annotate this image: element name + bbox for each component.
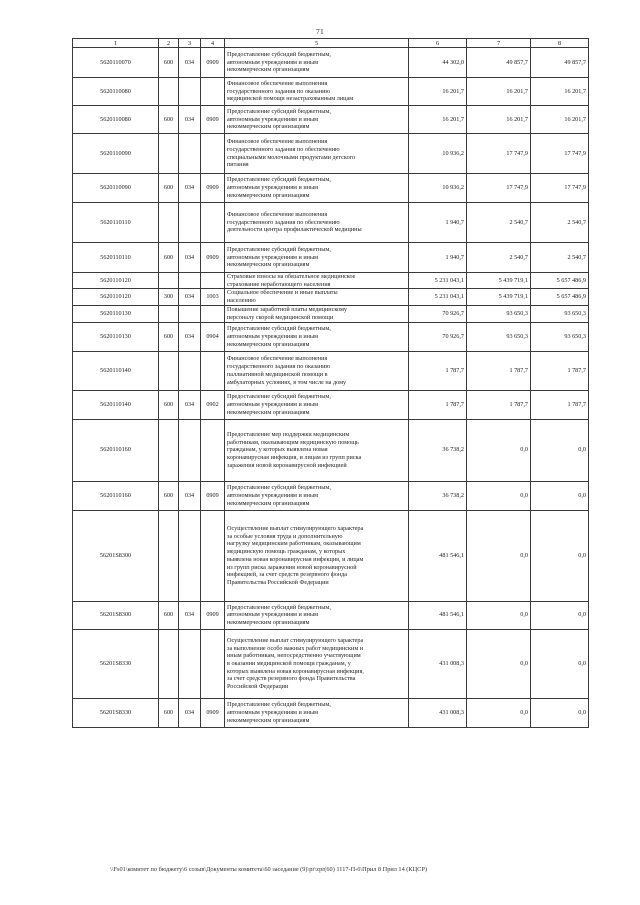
- section-cell: 0909: [201, 48, 225, 78]
- section-cell: [201, 629, 225, 698]
- item-name-line: некоммерческим организациям: [227, 123, 310, 131]
- item-name-cell: [225, 390, 409, 419]
- amount-year2-cell: 1 787,7: [467, 351, 531, 390]
- item-name-line: Предоставление субсидий бюджетным,: [227, 484, 331, 492]
- amount-year1-cell: 431 008,3: [409, 629, 467, 698]
- item-name-line: коронавирусная инфекция, и лицам из групп риска: [227, 454, 362, 462]
- item-name-cell: [225, 629, 409, 698]
- item-name-line: Предоставление субсидий бюджетным,: [227, 107, 331, 115]
- column-header: 1: [73, 39, 159, 48]
- amount-year1-cell: 36 738,2: [409, 419, 467, 481]
- amount-year3-cell: 0,0: [531, 629, 589, 698]
- target-code-cell: 56201S8330: [73, 629, 159, 698]
- expense-type-cell: [159, 134, 179, 174]
- column-header: 6: [409, 39, 467, 48]
- department-cell: 034: [179, 174, 201, 203]
- item-name-line: государственного задания по обеспечению: [227, 218, 340, 226]
- target-code-cell: 5620110140: [73, 351, 159, 390]
- department-cell: 034: [179, 601, 201, 629]
- section-cell: 0909: [201, 698, 225, 727]
- section-cell: 0909: [201, 601, 225, 629]
- table-row: [73, 629, 589, 698]
- item-name-line: автономным учреждениям и иным: [227, 611, 319, 619]
- expense-type-cell: 300: [159, 289, 179, 305]
- amount-year1-cell: 70 926,7: [409, 322, 467, 351]
- item-name-cell: [225, 481, 409, 510]
- section-cell: 0909: [201, 243, 225, 273]
- amount-year2-cell: 17 747,9: [467, 134, 531, 174]
- amount-year2-cell: 16 201,7: [467, 106, 531, 134]
- item-name-line: Финансовое обеспечение выполнения: [227, 79, 328, 87]
- item-name-line: иным работникам, непосредственно участвующим: [227, 652, 361, 660]
- department-cell: 034: [179, 48, 201, 78]
- item-name-cell: [225, 419, 409, 481]
- amount-year1-cell: 481 546,1: [409, 510, 467, 601]
- amount-year1-cell: 70 926,7: [409, 305, 467, 322]
- department-cell: [179, 510, 201, 601]
- expense-type-cell: 600: [159, 698, 179, 727]
- expense-type-cell: [159, 351, 179, 390]
- amount-year2-cell: 0,0: [467, 698, 531, 727]
- department-cell: [179, 134, 201, 174]
- item-name-line: некоммерческим организациям: [227, 619, 310, 627]
- amount-year2-cell: 93 650,3: [467, 305, 531, 322]
- table-row: [73, 48, 589, 78]
- item-name-line: питания: [227, 161, 249, 169]
- target-code-cell: 5620110130: [73, 305, 159, 322]
- table-row: [73, 601, 589, 629]
- amount-year2-cell: 17 747,9: [467, 174, 531, 203]
- table-row: [73, 698, 589, 727]
- target-code-cell: 5620110080: [73, 106, 159, 134]
- item-name-cell: [225, 601, 409, 629]
- item-name-line: автономным учреждениям и иным: [227, 184, 319, 192]
- department-cell: 034: [179, 243, 201, 273]
- item-name-line: некоммерческим организациям: [227, 66, 310, 74]
- amount-year1-cell: 1 940,7: [409, 243, 467, 273]
- expense-type-cell: [159, 273, 179, 289]
- item-name-line: Финансовое обеспечение выполнения: [227, 355, 328, 363]
- item-name-cell: [225, 510, 409, 601]
- item-name-line: медицинской помощи незастрахованным лицам: [227, 95, 354, 103]
- item-name-cell: [225, 698, 409, 727]
- amount-year2-cell: 0,0: [467, 481, 531, 510]
- expense-type-cell: 600: [159, 322, 179, 351]
- item-name-line: Правительства Российской Федерации: [227, 578, 329, 586]
- item-name-line: Российской Федерации: [227, 683, 289, 691]
- department-cell: 034: [179, 481, 201, 510]
- item-name-line: паллиативной медицинской помощи в: [227, 370, 328, 378]
- item-name-line: которых выявлена новая коронавирусная инфекция,: [227, 667, 364, 675]
- table-row: [73, 78, 589, 106]
- target-code-cell: 5620110130: [73, 322, 159, 351]
- target-code-cell: 56201S8300: [73, 510, 159, 601]
- department-cell: 034: [179, 106, 201, 134]
- table-row: [73, 481, 589, 510]
- expense-type-cell: 600: [159, 106, 179, 134]
- section-cell: [201, 510, 225, 601]
- amount-year1-cell: 1 940,7: [409, 203, 467, 243]
- section-cell: [201, 273, 225, 289]
- department-cell: [179, 78, 201, 106]
- item-name-line: некоммерческим организациям: [227, 191, 310, 199]
- amount-year3-cell: 16 201,7: [531, 106, 589, 134]
- item-name-line: автономным учреждениям и иным: [227, 400, 319, 408]
- expense-type-cell: 600: [159, 48, 179, 78]
- item-name-line: Предоставление субсидий бюджетным,: [227, 245, 331, 253]
- section-cell: [201, 134, 225, 174]
- department-cell: [179, 203, 201, 243]
- department-cell: [179, 419, 201, 481]
- amount-year2-cell: 0,0: [467, 601, 531, 629]
- target-code-cell: 5620110160: [73, 481, 159, 510]
- amount-year3-cell: 2 540,7: [531, 203, 589, 243]
- department-cell: 034: [179, 390, 201, 419]
- department-cell: 034: [179, 698, 201, 727]
- amount-year3-cell: 5 657 486,9: [531, 289, 589, 305]
- item-name-cell: [225, 273, 409, 289]
- department-cell: [179, 351, 201, 390]
- item-name-line: нагрузку медицинским работникам, оказывающим: [227, 540, 361, 548]
- target-code-cell: 5620110120: [73, 289, 159, 305]
- target-code-cell: 5620110090: [73, 134, 159, 174]
- expense-type-cell: [159, 629, 179, 698]
- column-header: 5: [225, 39, 409, 48]
- target-code-cell: 56201S8330: [73, 698, 159, 727]
- item-name-cell: [225, 305, 409, 322]
- table-row: [73, 419, 589, 481]
- amount-year1-cell: 431 008,3: [409, 698, 467, 727]
- amount-year1-cell: 5 231 043,1: [409, 273, 467, 289]
- item-name-cell: [225, 243, 409, 273]
- item-name-cell: [225, 134, 409, 174]
- item-name-line: инфекцией, за счет средств резервного фонда: [227, 571, 348, 579]
- budget-table: [72, 38, 589, 728]
- table-row: [73, 243, 589, 273]
- item-name-line: амбулаторных условиях, в том числе на дому: [227, 378, 347, 386]
- amount-year2-cell: 0,0: [467, 419, 531, 481]
- section-cell: 0902: [201, 390, 225, 419]
- target-code-cell: 5620110160: [73, 419, 159, 481]
- item-name-line: населению: [227, 297, 256, 305]
- item-name-line: специальными молочными продуктами детского: [227, 153, 356, 161]
- item-name-cell: [225, 203, 409, 243]
- amount-year1-cell: 16 201,7: [409, 78, 467, 106]
- expense-type-cell: [159, 305, 179, 322]
- table-row: [73, 174, 589, 203]
- column-header: 8: [531, 39, 589, 48]
- target-code-cell: 5620110090: [73, 174, 159, 203]
- amount-year2-cell: 0,0: [467, 510, 531, 601]
- table-row: [73, 106, 589, 134]
- amount-year3-cell: 1 787,7: [531, 390, 589, 419]
- item-name-line: Страховые взносы на обязательное медицинское: [227, 273, 356, 280]
- item-name-line: деятельности центра профилактической медицины: [227, 226, 362, 234]
- item-name-line: автономным учреждениям и иным: [227, 708, 319, 716]
- amount-year3-cell: 0,0: [531, 481, 589, 510]
- item-name-cell: [225, 322, 409, 351]
- item-name-line: Финансовое обеспечение выполнения: [227, 138, 328, 146]
- amount-year2-cell: 49 857,7: [467, 48, 531, 78]
- column-header: 3: [179, 39, 201, 48]
- header-row: [73, 39, 589, 48]
- section-cell: [201, 203, 225, 243]
- item-name-line: страхование неработающего населения: [227, 280, 331, 288]
- amount-year2-cell: 0,0: [467, 629, 531, 698]
- table-row: [73, 510, 589, 601]
- amount-year3-cell: 2 540,7: [531, 243, 589, 273]
- item-name-line: Предоставление субсидий бюджетным,: [227, 325, 331, 333]
- target-code-cell: 5620110110: [73, 243, 159, 273]
- section-cell: [201, 351, 225, 390]
- item-name-line: автономным учреждениям и иным: [227, 332, 319, 340]
- amount-year3-cell: 0,0: [531, 419, 589, 481]
- item-name-cell: [225, 174, 409, 203]
- expense-type-cell: 600: [159, 174, 179, 203]
- amount-year2-cell: 2 540,7: [467, 203, 531, 243]
- amount-year1-cell: 10 936,2: [409, 174, 467, 203]
- section-cell: 0909: [201, 174, 225, 203]
- item-name-line: Предоставление субсидий бюджетным,: [227, 603, 331, 611]
- amount-year3-cell: 0,0: [531, 698, 589, 727]
- section-cell: 0909: [201, 481, 225, 510]
- item-name-line: автономным учреждениям и иным: [227, 58, 319, 66]
- item-name-line: автономным учреждениям и иным: [227, 491, 319, 499]
- target-code-cell: 5620110120: [73, 273, 159, 289]
- item-name-line: Предоставление субсидий бюджетным,: [227, 701, 331, 709]
- table-row: [73, 203, 589, 243]
- item-name-line: за выполнение особо важных работ медицинским и: [227, 644, 364, 652]
- footer-file-path: \\Fs01\комитет по бюджету\6 созыв\Документы комитета\60 заседание (9)\pr\zpr(60) 1117-П-6\Прил 8 Прил 14 (КЦСР): [110, 866, 427, 873]
- amount-year2-cell: 5 439 719,1: [467, 273, 531, 289]
- table-body: [73, 48, 589, 728]
- amount-year2-cell: 5 439 719,1: [467, 289, 531, 305]
- amount-year1-cell: 36 738,2: [409, 481, 467, 510]
- column-header: 7: [467, 39, 531, 48]
- item-name-cell: [225, 289, 409, 305]
- amount-year3-cell: 0,0: [531, 510, 589, 601]
- amount-year1-cell: 10 936,2: [409, 134, 467, 174]
- target-code-cell: 5620110110: [73, 203, 159, 243]
- amount-year3-cell: 93 650,3: [531, 305, 589, 322]
- item-name-line: автономным учреждениям и иным: [227, 115, 319, 123]
- amount-year3-cell: 93 650,3: [531, 322, 589, 351]
- item-name-line: Предоставление мер поддержки медицинским: [227, 431, 350, 439]
- amount-year3-cell: 49 857,7: [531, 48, 589, 78]
- page-number: 71: [315, 27, 325, 36]
- amount-year1-cell: 1 787,7: [409, 351, 467, 390]
- table-row: [73, 273, 589, 289]
- item-name-line: за особые условия труда и дополнительную: [227, 532, 343, 540]
- item-name-line: государственного задания по оказанию: [227, 87, 331, 95]
- amount-year3-cell: 0,0: [531, 601, 589, 629]
- amount-year2-cell: 16 201,7: [467, 78, 531, 106]
- amount-year1-cell: 16 201,7: [409, 106, 467, 134]
- table-row: [73, 351, 589, 390]
- section-cell: 0909: [201, 106, 225, 134]
- amount-year3-cell: 16 201,7: [531, 78, 589, 106]
- target-code-cell: 56201S8300: [73, 601, 159, 629]
- item-name-line: автономным учреждениям и иным: [227, 253, 319, 261]
- item-name-cell: [225, 106, 409, 134]
- item-name-line: некоммерческим организациям: [227, 408, 310, 416]
- column-header: 4: [201, 39, 225, 48]
- table-row: [73, 322, 589, 351]
- section-cell: [201, 305, 225, 322]
- item-name-line: некоммерческим организациям: [227, 340, 310, 348]
- item-name-line: государственного задания по оказанию: [227, 363, 331, 371]
- amount-year3-cell: 17 747,9: [531, 174, 589, 203]
- item-name-line: за счет средств резервного фонда Правительства: [227, 675, 356, 683]
- department-cell: 034: [179, 322, 201, 351]
- table-row: [73, 134, 589, 174]
- item-name-line: Предоставление субсидий бюджетным,: [227, 50, 331, 58]
- item-name-line: из групп риска заражения новой коронавирусной: [227, 563, 357, 571]
- expense-type-cell: 600: [159, 243, 179, 273]
- amount-year2-cell: 93 650,3: [467, 322, 531, 351]
- department-cell: [179, 273, 201, 289]
- item-name-cell: [225, 351, 409, 390]
- amount-year2-cell: 2 540,7: [467, 243, 531, 273]
- amount-year3-cell: 17 747,9: [531, 134, 589, 174]
- section-cell: 0904: [201, 322, 225, 351]
- item-name-line: некоммерческим организациям: [227, 261, 310, 269]
- item-name-line: Повышение заработной платы медицинскому: [227, 306, 348, 314]
- item-name-line: гражданам, у которых выявлена новая: [227, 446, 328, 454]
- item-name-line: государственного задания по обеспечению: [227, 145, 340, 153]
- item-name-cell: [225, 48, 409, 78]
- item-name-line: некоммерческим организациям: [227, 716, 310, 724]
- table-row: [73, 390, 589, 419]
- expense-type-cell: [159, 419, 179, 481]
- amount-year1-cell: 481 546,1: [409, 601, 467, 629]
- item-name-line: Социальное обеспечение и иные выплаты: [227, 289, 338, 297]
- expense-type-cell: [159, 510, 179, 601]
- item-name-line: Осуществление выплат стимулирующего характера: [227, 636, 364, 644]
- expense-type-cell: 600: [159, 601, 179, 629]
- department-cell: [179, 305, 201, 322]
- table-row: [73, 305, 589, 322]
- item-name-line: медицинскую помощь гражданам, у которых: [227, 548, 346, 556]
- expense-type-cell: [159, 78, 179, 106]
- target-code-cell: 5620110080: [73, 78, 159, 106]
- table-row: [73, 289, 589, 305]
- section-cell: 1003: [201, 289, 225, 305]
- item-name-line: выявлена новая коронавирусная инфекция, и лицам: [227, 555, 364, 563]
- item-name-line: в оказании медицинской помощи гражданам, у: [227, 659, 351, 667]
- item-name-line: заражения новой коронавирусной инфекцией: [227, 461, 347, 469]
- item-name-line: некоммерческим организациям: [227, 499, 310, 507]
- item-name-line: Финансовое обеспечение выполнения: [227, 210, 328, 218]
- item-name-line: Предоставление субсидий бюджетным,: [227, 393, 331, 401]
- amount-year3-cell: 5 657 486,9: [531, 273, 589, 289]
- amount-year2-cell: 1 787,7: [467, 390, 531, 419]
- target-code-cell: 5620110140: [73, 390, 159, 419]
- target-code-cell: 5620110070: [73, 48, 159, 78]
- amount-year1-cell: 1 787,7: [409, 390, 467, 419]
- item-name-line: персоналу скорой медицинской помощи: [227, 313, 334, 321]
- amount-year1-cell: 44 302,0: [409, 48, 467, 78]
- department-cell: [179, 629, 201, 698]
- expense-type-cell: [159, 203, 179, 243]
- item-name-line: работникам, оказывающим медицинскую помощь: [227, 438, 359, 446]
- expense-type-cell: 600: [159, 481, 179, 510]
- column-header: 2: [159, 39, 179, 48]
- section-cell: [201, 419, 225, 481]
- expense-type-cell: 600: [159, 390, 179, 419]
- department-cell: 034: [179, 289, 201, 305]
- item-name-line: Осуществление выплат стимулирующего характера: [227, 525, 364, 532]
- amount-year1-cell: 5 231 043,1: [409, 289, 467, 305]
- amount-year3-cell: 1 787,7: [531, 351, 589, 390]
- section-cell: [201, 78, 225, 106]
- item-name-cell: [225, 78, 409, 106]
- item-name-line: Предоставление субсидий бюджетным,: [227, 176, 331, 184]
